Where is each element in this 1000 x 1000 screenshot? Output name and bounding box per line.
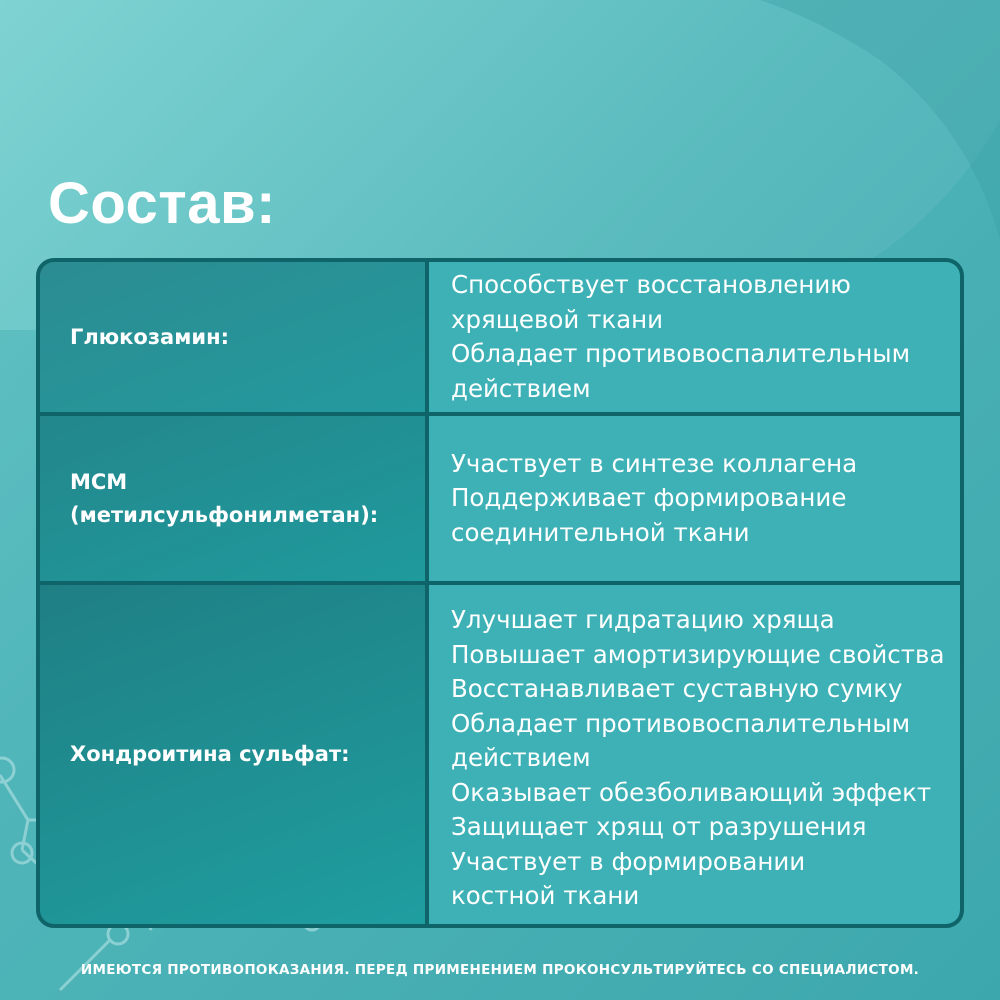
effect-line: Обладает противовоспалительным [451, 708, 911, 738]
effect-line: Участвует в формировании [451, 846, 806, 876]
effect-line: Защищает хрящ от разрушения [451, 812, 867, 842]
ingredient-effects-chondroitin [429, 585, 964, 924]
effect-line: Способствует восстановлению [451, 270, 851, 299]
ingredient-name-line: Глюкозамин: [70, 324, 230, 349]
effect-line: костной ткани [451, 881, 640, 911]
effect-line: Обладает противовоспалительным [451, 339, 911, 368]
ingredient-effects-msm [429, 416, 964, 581]
page-title: Состав: [48, 171, 276, 236]
effect-line: Участвует в синтезе коллагена [451, 448, 858, 478]
effect-line: действием [451, 373, 591, 403]
effect-line: Оказывает обезболивающий эффект [451, 777, 932, 807]
ingredient-name-line: (метилсульфонилметан): [70, 502, 379, 527]
effect-line: Повышает амортизирующие свойства [451, 639, 945, 669]
ingredient-name-line: Хондроитина сульфат: [70, 742, 350, 767]
ingredient-effects-glucosamine [429, 262, 964, 412]
effect-line: Улучшает гидратацию хряща [451, 605, 835, 635]
ingredient-name-line: МСМ [70, 469, 128, 494]
ingredient-name-chondroitin [40, 585, 425, 924]
ingredient-name-glucosamine [40, 262, 425, 412]
composition-table [36, 258, 964, 928]
ingredient-name-msm [40, 416, 425, 581]
disclaimer: ИМЕЮТСЯ ПРОТИВОПОКАЗАНИЯ. ПЕРЕД ПРИМЕНЕНИЕМ ПРОКОНСУЛЬТИРУЙТЕСЬ СО СПЕЦИАЛИСТОМ. [80, 962, 920, 978]
effect-line: Поддерживает формирование [451, 483, 847, 513]
effect-line: хрящевой ткани [451, 304, 664, 334]
effect-line: действием [451, 743, 591, 773]
effect-line: соединительной ткани [451, 517, 750, 547]
effect-line: Восстанавливает суставную сумку [451, 674, 903, 704]
